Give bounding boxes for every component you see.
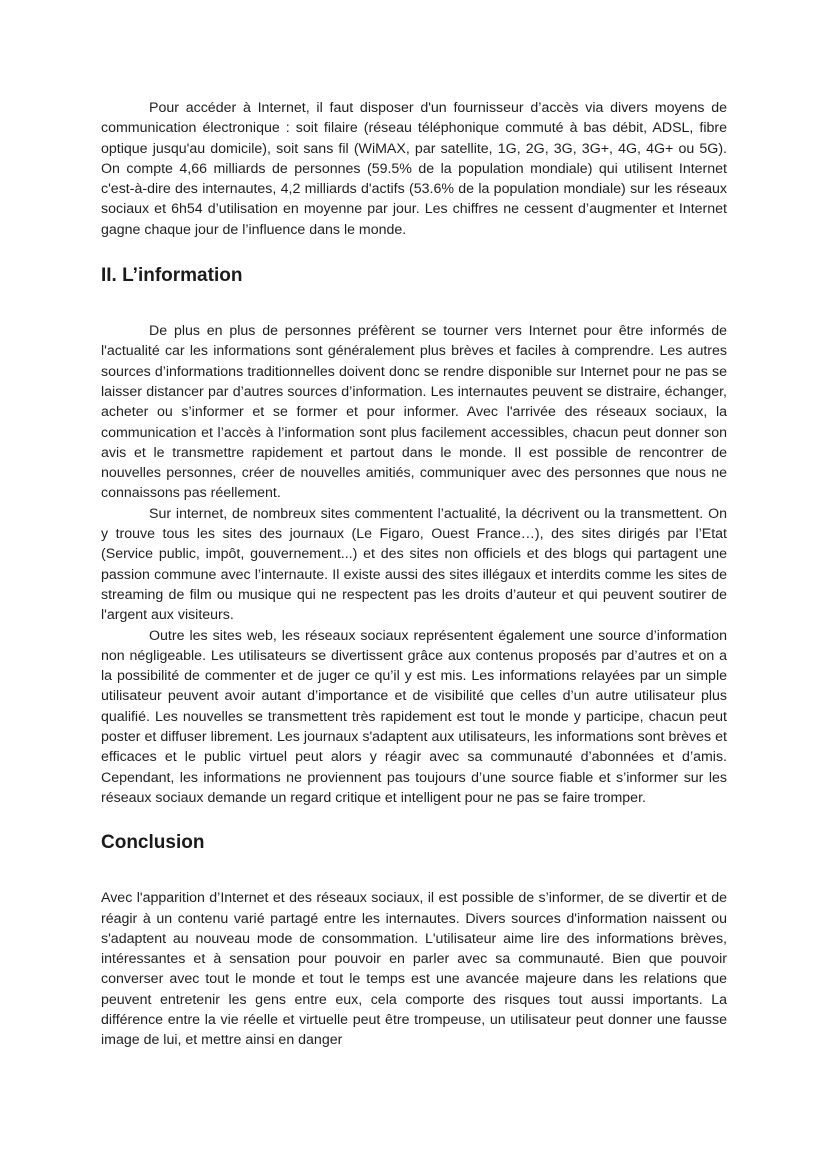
- section-heading-conclusion: Conclusion: [101, 832, 205, 854]
- information-paragraph-2: Sur internet, de nombreux sites commentent l’actualité, la décrivent ou la transmettent. On y trouve tous les sites des journaux (Le Figaro, Ouest France…), des sites dirigés par l’Etat (Service public, impôt, gouvernement...) et des sites non officiels et des blogs qui partagent une passion commune avec l’internaute. Il existe aussi des sites illégaux et interdits comme les sites de streaming de film ou musique qui ne respectent pas les droits d’auteur et qui peuvent soutirer de l'argent aux visiteurs.: [101, 505, 727, 624]
- section-heading-information: II. L’information: [101, 265, 243, 287]
- document-page: [101, 98, 727, 1051]
- conclusion-paragraph: Avec l'apparition d’Internet et des réseaux sociaux, il est possible de s’informer, de se divertir et de réagir à un contenu varié partagé entre les internautes. Divers sources d'information naissent ou s'adaptent au nouveau mode de consommation. L'utilisateur aime lire des informations brèves, intéressantes et à sensation pour pouvoir en parler avec sa communauté. Bien que pouvoir converser avec tout le monde et tout le temps est une avancée majeure dans les relations que peuvent entretenir les gens entre eux, cela comporte des risques tout aussi importants. La différence entre la vie réelle et virtuelle peut être trompeuse, un utilisateur peut donner une fausse image de lui, et mettre ainsi en danger: [101, 890, 727, 1049]
- information-paragraph-3: Outre les sites web, les réseaux sociaux représentent également une source d’information non négligeable. Les utilisateurs se divertissent grâce aux contenus proposés par d’autres et on a la possibilité de commenter et de juger ce qu’il y est mis. Les informations relayées par un simple utilisateur peuvent avoir autant d’importance et de visibilité que celles d’un autre utilisateur plus qualifié. Les nouvelles se transmettent très rapidement est tout le monde y participe, chacun peut poster et diffuser librement. Les journaux s'adaptent aux utilisateurs, les informations sont brèves et efficaces et le public virtuel peut alors y réagir avec sa communauté d’abonnées et d’amis. Cependant, les informations ne proviennent pas toujours d’une source fiable et s’informer sur les réseaux sociaux demande un regard critique et intelligent pour ne pas se faire tromper.: [101, 627, 727, 806]
- intro-paragraph: Pour accéder à Internet, il faut disposer d'un fournisseur d’accès via divers moyens de communication électronique : soit filaire (réseau téléphonique commuté à bas débit, ADSL, fibre optique jusqu'au domicile), soit sans fil (WiMAX, par satellite, 1G, 2G, 3G, 3G+, 4G, 4G+ ou 5G). On compte 4,66 milliards de personnes (59.5% de la population mondiale) qui utilisent Internet c'est-à-dire des internautes, 4,2 milliards d'actifs (53.6% de la population mondiale) sur les réseaux sociaux et 6h54 d’utilisation en moyenne par jour. Les chiffres ne cessent d’augmenter et Internet gagne chaque jour de l’influence dans le monde.: [101, 100, 727, 238]
- information-paragraph-1: De plus en plus de personnes préfèrent se tourner vers Internet pour être informés de l'actualité car les informations sont généralement plus brèves et faciles à comprendre. Les autres sources d’informations traditionnelles doivent donc se rendre disponible sur Internet pour ne pas se laisser distancer par d’autres sources d’information. Les internautes peuvent se distraire, échanger, acheter ou s’informer et se former et pour informer. Avec l'arrivée des réseaux sociaux, la communication et l’accès à l’information sont plus facilement accessibles, chacun peut donner son avis et le transmettre rapidement et partout dans le monde. Il est possible de rencontrer de nouvelles personnes, créer de nouvelles amitiés, communiquer avec des personnes que nous ne connaissons pas réellement.: [101, 323, 727, 502]
